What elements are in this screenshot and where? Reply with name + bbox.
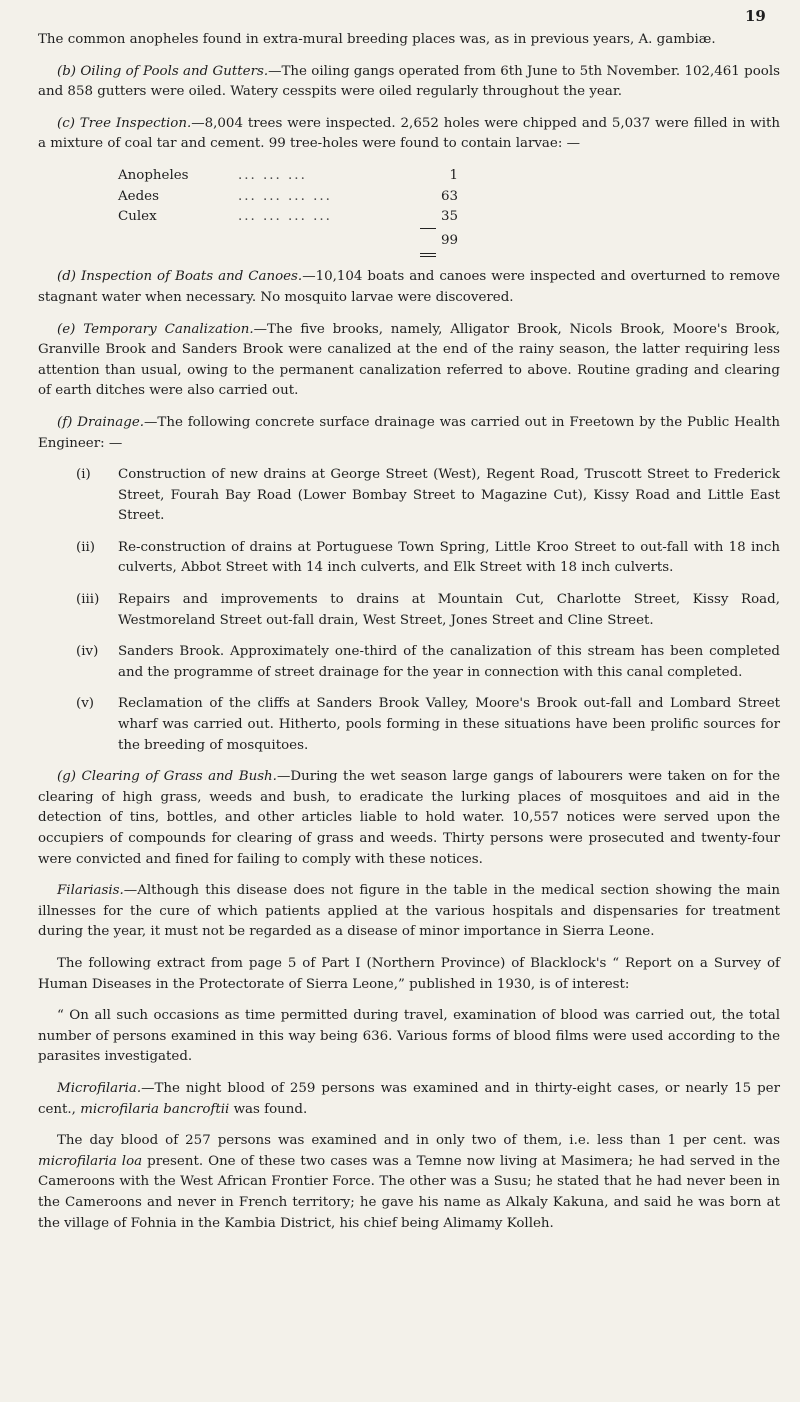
row-label: Culex xyxy=(118,209,157,225)
quote-paragraph: “ On all such occasions as time permitted during travel, examination of blood was carried out, the total number of persons examined in this way being 636. Various forms of blood films were used according to the parasites investigated. xyxy=(38,1008,780,1065)
drainage-list xyxy=(76,465,780,756)
section-heading: (e) Temporary Canalization. xyxy=(57,321,254,337)
row-leader: ... ... ... ... xyxy=(238,209,332,225)
section-e xyxy=(38,320,780,402)
larvae-table xyxy=(118,166,458,257)
section-body: —The following concrete surface drainage was carried out in Freetown by the Public Health Engineer: — xyxy=(38,414,780,451)
section-heading: (d) Inspection of Boats and Canoes. xyxy=(57,269,303,285)
item-number: (iv) xyxy=(76,644,99,660)
section-d xyxy=(38,267,780,308)
section-b xyxy=(38,62,780,103)
species-name: microfilaria loa xyxy=(38,1153,143,1169)
microfilaria-paragraph xyxy=(38,1079,780,1120)
table-row xyxy=(118,207,458,228)
extract-intro: The following extract from page 5 of Part I (Northern Province) of Blacklock's “ Report on a Survey of Human Diseases in the Protectorate of Sierra Leone,” published in 1930, is of interest: xyxy=(38,955,780,992)
list-item xyxy=(76,694,780,756)
paragraph-end: present. One of these two cases was a Temne now living at Masimera; he had served in the Cameroons with the West African Frontier Force. The other was a Susu; he stated that he had never been in the Cameroons and never in French territory; he gave his name as Alkaly Kakuna, and said he was born at the village of Fohnia in the Kambia District, his chief being Alimamy Kolleh. xyxy=(38,1153,780,1231)
section-body: —Although this disease does not figure in the table in the medical section showing the main illnesses for the cure of which patients applied at the various hospitals and dispensaries for treatment during the year, it must not be regarded as a disease of minor importance in Sierra Leone. xyxy=(38,883,780,940)
section-body: —The five brooks, namely, Alligator Brook, Nicols Brook, Moore's Brook, Granville Brook and Sanders Brook were canalized at the end of the rainy season, the latter requiring less attention than usual, owing to the permanent canalization referred to above. Routine grading and clearing of earth ditches were also carried out. xyxy=(38,321,781,399)
list-item xyxy=(76,465,780,527)
list-item xyxy=(76,590,780,631)
filariasis-paragraph xyxy=(38,881,780,943)
item-text: Repairs and improvements to drains at Mountain Cut, Charlotte Street, Kissy Road, Westmoreland Street out-fall drain, West Street, Jones Street and Cline Street. xyxy=(118,592,780,628)
item-number: (i) xyxy=(76,467,91,483)
section-body: —8,004 trees were inspected. 2,652 holes were chipped and 5,037 were filled in with a mixture of coal tar and cement. 99 tree-holes were found to contain larvae: — xyxy=(38,115,781,152)
section-c xyxy=(38,114,780,155)
section-g xyxy=(38,767,780,870)
row-value: 35 xyxy=(440,209,458,225)
item-text: Sanders Brook. Approximately one-third of the canalization of this stream has been completed and the programme of street drainage for the year in connection with this canal completed. xyxy=(118,644,780,680)
item-number: (iii) xyxy=(76,592,100,608)
section-heading: (g) Clearing of Grass and Bush. xyxy=(57,769,277,785)
body-text xyxy=(38,30,780,1245)
section-body: —The night blood of 259 persons was examined and in thirty-eight cases, or nearly 15 per cent., xyxy=(38,1080,780,1117)
item-text: Construction of new drains at George Street (West), Regent Road, Truscott Street to Frederick Street, Fourah Bay Road (Lower Bombay Street to Magazine Cut), Kissy Road and Little East Street. xyxy=(118,467,780,524)
section-heading: (f) Drainage. xyxy=(57,414,145,430)
table-row xyxy=(118,187,458,208)
section-heading: Microfilaria. xyxy=(57,1080,142,1096)
section-heading: (b) Oiling of Pools and Gutters. xyxy=(57,63,269,79)
paragraph-start: The day blood of 257 persons was examined and in only two of them, i.e. less than 1 per cent. was xyxy=(57,1133,780,1149)
section-tail: was found. xyxy=(229,1101,308,1117)
table-row xyxy=(118,166,458,187)
list-item xyxy=(76,642,780,683)
section-f xyxy=(38,413,780,454)
double-rule xyxy=(420,253,436,257)
page-number: 19 xyxy=(745,7,766,25)
list-item xyxy=(76,538,780,579)
table-total-row xyxy=(118,231,458,252)
item-number: (v) xyxy=(76,696,95,712)
intro-paragraph: The common anopheles found in extra-mural breeding places was, as in previous years, A. gambiæ. xyxy=(38,32,716,47)
row-leader: ... ... ... xyxy=(238,167,307,183)
row-label: Anopheles xyxy=(118,167,189,183)
row-label: Aedes xyxy=(118,188,159,204)
species-name: microfilaria bancroftii xyxy=(80,1101,230,1117)
day-blood-paragraph xyxy=(38,1131,780,1234)
item-number: (ii) xyxy=(76,539,96,555)
section-heading: Filariasis. xyxy=(57,883,124,899)
row-leader: ... ... ... ... xyxy=(238,188,332,204)
section-body: —The oiling gangs operated from 6th June to 5th November. 102,461 pools and 858 gutters were oiled. Watery cesspits were oiled regularly throughout the year. xyxy=(38,63,780,100)
row-value: 1 xyxy=(449,167,458,183)
item-text: Re-construction of drains at Portuguese Town Spring, Little Kroo Street to out-fall with 18 inch culverts, Abbot Street with 14 inch culverts, and Elk Street with 18 inch culverts. xyxy=(118,539,780,576)
section-heading: (c) Tree Inspection. xyxy=(57,115,192,131)
item-text: Reclamation of the cliffs at Sanders Brook Valley, Moore's Brook out-fall and Lombard Street wharf was carried out. Hitherto, pools forming in these situations have been prolific sources for the breeding of mosquitoes. xyxy=(118,696,780,753)
section-body: —During the wet season large gangs of labourers were taken on for the clearing of high grass, weeds and bush, to eradicate the lurking places of mosquitoes and aid in the detection of tins, bottles, and other articles liable to hold water. 10,557 notices were served upon the occupiers of compounds for clearing of grass and weeds. Thirty persons were prosecuted and twenty-four were convicted and fined for failing to comply with these notices. xyxy=(38,769,781,867)
row-value: 63 xyxy=(440,188,458,204)
section-body: —10,104 boats and canoes were inspected and overturned to remove stagnant water when necessary. No mosquito larvae were discovered. xyxy=(38,269,780,305)
total-value: 99 xyxy=(440,232,458,248)
